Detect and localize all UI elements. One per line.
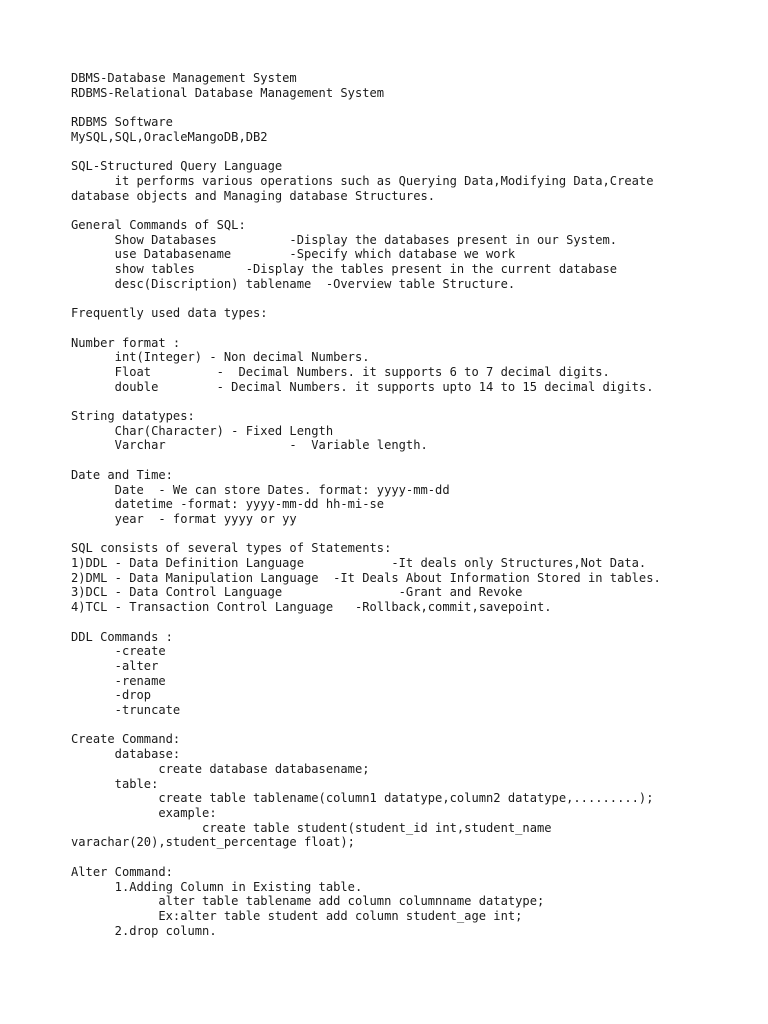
- text-line: create table tablename(column1 datatype,column2 datatype,.........);: [71, 791, 654, 806]
- text-line: Varchar - Variable length.: [71, 438, 428, 453]
- blank-line: [71, 145, 761, 160]
- text-line: Alter Command:: [71, 864, 173, 879]
- text-line: Char(Character) - Fixed Length: [71, 423, 334, 438]
- text-line: Ex:alter table student add column student_age int;: [71, 908, 523, 923]
- text-line: -drop: [71, 688, 152, 703]
- text-line: 2)DML - Data Manipulation Language -It Deals About Information Stored in tables.: [71, 570, 661, 585]
- text-line: Number format :: [71, 335, 181, 350]
- blank-line: [71, 850, 761, 865]
- text-line: 1)DDL - Data Definition Language -It deals only Structures,Not Data.: [71, 556, 647, 571]
- blank-line: [71, 615, 761, 630]
- text-line: database objects and Managing database Structures.: [71, 188, 436, 203]
- text-line: double - Decimal Numbers. it supports upto 14 to 15 decimal digits.: [71, 379, 654, 394]
- text-line: String datatypes:: [71, 409, 195, 424]
- blank-line: [71, 527, 761, 542]
- text-line: DDL Commands :: [71, 629, 173, 644]
- text-line: 4)TCL - Transaction Control Language -Rollback,commit,savepoint.: [71, 600, 552, 615]
- text-line: create table student(student_id int,student_name: [71, 820, 552, 835]
- text-line: 2.drop column.: [71, 923, 217, 938]
- blank-line: [71, 321, 761, 336]
- text-line: Create Command:: [71, 732, 181, 747]
- text-line: SQL-Structured Query Language: [71, 159, 283, 174]
- text-line: MySQL,SQL,OracleMangoDB,DB2: [71, 129, 268, 144]
- document-page: [71, 71, 761, 938]
- text-line: create database databasename;: [71, 761, 370, 776]
- text-line: Float - Decimal Numbers. it supports 6 to 7 decimal digits.: [71, 364, 610, 379]
- blank-line: [71, 292, 761, 307]
- text-line: SQL consists of several types of Statements:: [71, 541, 392, 556]
- blank-line: [71, 394, 761, 409]
- text-line: Date and Time:: [71, 467, 173, 482]
- text-line: datetime -format: yyyy-mm-dd hh-mi-se: [71, 497, 385, 512]
- text-line: int(Integer) - Non decimal Numbers.: [71, 350, 370, 365]
- text-line: -alter: [71, 658, 159, 673]
- text-line: use Databasename -Specify which database we work: [71, 247, 516, 262]
- text-line: 3)DCL - Data Control Language -Grant and Revoke: [71, 585, 523, 600]
- text-line: varachar(20),student_percentage float);: [71, 835, 355, 850]
- text-line: 1.Adding Column in Existing table.: [71, 879, 363, 894]
- text-line: desc(Discription) tablename -Overview table Structure.: [71, 276, 516, 291]
- blank-line: [71, 203, 761, 218]
- text-line: DBMS-Database Management System: [71, 71, 297, 85]
- text-line: Show Databases -Display the databases present in our System.: [71, 232, 618, 247]
- text-line: -create: [71, 644, 166, 659]
- text-line: Date - We can store Dates. format: yyyy-mm-dd: [71, 482, 450, 497]
- text-line: -truncate: [71, 703, 181, 718]
- text-line: RDBMS Software: [71, 115, 173, 130]
- blank-line: [71, 453, 761, 468]
- text-line: Frequently used data types:: [71, 306, 268, 321]
- text-line: RDBMS-Relational Database Management System: [71, 85, 385, 100]
- blank-line: [71, 718, 761, 733]
- text-line: -rename: [71, 673, 166, 688]
- blank-line: [71, 100, 761, 115]
- text-line: it performs various operations such as Querying Data,Modifying Data,Create: [71, 173, 654, 188]
- text-line: alter table tablename add column columnname datatype;: [71, 894, 545, 909]
- text-line: show tables -Display the tables present in the current database: [71, 262, 618, 277]
- text-line: General Commands of SQL:: [71, 217, 246, 232]
- text-line: database:: [71, 747, 181, 762]
- text-line: year - format yyyy or yy: [71, 511, 297, 526]
- text-line: example:: [71, 806, 217, 820]
- text-line: table:: [71, 776, 159, 791]
